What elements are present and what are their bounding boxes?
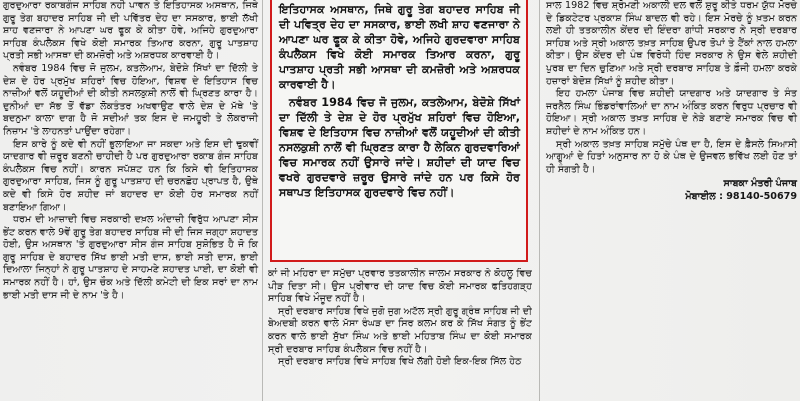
highlight-paragraph-1: ਇਤਿਹਾਸਕ ਅਸਥਾਨ, ਜਿਥੇ ਗੁਰੂ ਤੇਗ ਬਹਾਦਰ ਸਾਹਿਬ ਜੀ ਦੀ ਪਵਿਤ੍ਰ ਦੇਹ ਦਾ ਸਸਕਾਰ, ਭਾਈ ਲਖੀ ਸ਼ਾਹ ਵਣਜਾਰਾ ਨੇ ਆਪਣਾ ਘਰ ਫੂਕ ਕੇ ਕੀਤਾ ਹੋਵੇ, ਅਜਿਹੇ ਗੁਰਦਵਾਰਾ ਸਾਹਿਬ ਕੰਪਲੈਕਸ ਵਿਖੇ ਕੋਈ ਸਮਾਰਕ ਤਿਆਰ ਕਰਨਾ, ਗੁਰੂ ਪਾਤਸ਼ਾਹ ਪ੍ਰਤੀ ਸਭੀ ਆਸਥਾ ਦੀ ਕਮਜ਼ੋਰੀ ਅਤੇ ਅਸ਼ਰਧਕ ਕਾਰਵਾਈ ਹੈ। — [279, 3, 520, 92]
highlighted-excerpt-box — [270, 0, 528, 262]
left-column — [0, 0, 262, 401]
left-paragraph-2: ਨਵੰਬਰ 1984 ਵਿਚ ਜੋ ਜੁਲਮ, ਕਤਲੇਆਮ, ਬੇਦੋਸ਼ੇ ਸਿੱਖਾਂ ਦਾ ਦਿੱਲੀ ਤੇ ਦੇਸ਼ ਦੇ ਹੋਰ ਪ੍ਰਮੁੱਖ ਸ਼ਹਿਰਾਂ ਵਿਚ ਹੋਇਆ, ਵਿਸ਼ਵ ਦੇ ਇਤਿਹਾਸ ਵਿਚ ਨਾਜ਼ੀਆਂ ਵਲੋਂ ਯਹੂਦੀਆਂ ਦੀ ਕੀਤੀ ਨਸਲਕੁਸ਼ੀ ਨਾਲੋਂ ਵੀ ਘ੍ਰਿਣਤ ਕਾਰਾ ਹੈ। ਦੁਨੀਆਂ ਦਾ ਸੱਭ ਤੋਂ ਵੱਡਾ ਲੋਕਤੰਤਰ ਅਖਵਾਉਣ ਵਾਲੇ ਦੇਸ਼ ਦੇ ਮੱਥੇ 'ਤੇ ਬਦਨੁਮਾ ਕਾਲਾ ਦਾਗ ਹੈ ਜੋ ਸਦੀਆਂ ਤਕ ਇਸ ਦੇ ਜਮਹੂਰੀ ਤੇ ਲੋਕਰਾਜੀ ਨਿਜ਼ਾਮ 'ਤੇ ਲਾਹਨਤਾਂ ਪਾਉਂਦਾ ਰਹੇਗਾ। — [3, 62, 258, 137]
right-paragraph-1: ਸਾਲ 1982 ਵਿਚ ਸ਼੍ਰੋਮਣੀ ਅਕਾਲੀ ਦਲ ਵਲੋਂ ਸ਼ੁਰੂ ਕੀਤੇ ਧਰਮ ਯੁੱਧ ਮੋਰਚੇ ਦੇ ਡਿਕਟੇਟਰ ਪ੍ਰਕਾਸ਼ ਸਿੰਘ ਬਾਦਲ ਵੀ ਰਹੇ। ਇਸ ਮੋਰਚੇ ਨੂੰ ਖ਼ਤਮ ਕਰਨ ਲਈ ਹੀ ਤਤਕਾਲੀਨ ਕੇਂਦਰ ਦੀ ਇੰਦਰਾ ਗਾਂਧੀ ਸਰਕਾਰ ਨੇ ਸ੍ਰੀ ਦਰਬਾਰ ਸਾਹਿਬ ਅਤੇ ਸ੍ਰੀ ਅਕਾਲ ਤਖ਼ਤ ਸਾਹਿਬ ਉਪਰ ਤੋਪਾਂ ਤੇ ਟੈਂਕਾਂ ਨਾਲ ਹਮਲਾ ਕੀਤਾ। ਉਸ ਕੇਂਦਰ ਦੀ ਪੰਥ ਵਿਰੋਧੀ ਹਿੰਦ ਸਰਕਾਰ ਨੇ ਉਸ ਵੇਲੇ ਸ਼ਹੀਦੀ ਪੁਰਬ ਦਾ ਦਿਨ ਚੁਣਿਆ ਅਤੇ ਸ੍ਰੀ ਦਰਬਾਰ ਸਾਹਿਬ ਤੇ ਫ਼ੌਜੀ ਹਮਲਾ ਕਰਕੇ ਹਜ਼ਾਰਾਂ ਬੇਦੋਸ਼ ਸਿੱਖਾਂ ਨੂੰ ਸ਼ਹੀਦ ਕੀਤਾ। — [546, 0, 797, 87]
middle-paragraph-3: ਸ੍ਰੀ ਦਰਬਾਰ ਸਾਹਿਬ ਵਿਖੇ ਸਾਹਿਬ ਵਿਖੇ ਲੱਗੀ ਹੋਈ ਇਕ-ਇਕ ਸਿੱਲ ਹੇਠ — [278, 356, 522, 368]
right-column — [540, 0, 800, 401]
middle-column-text — [268, 268, 532, 401]
right-paragraph-3: ਸ੍ਰੀ ਅਕਾਲ ਤਖ਼ਤ ਸਾਹਿਬ ਸਮੁੱਚੇ ਪੰਥ ਦਾ ਹੈ, ਇਸ ਦੇ ਫ਼ੈਸਲੇ ਸਿਆਸੀ ਆਗੂਆਂ ਦੇ ਹਿਤਾਂ ਅਨੁਸਾਰ ਨਾ ਹੋ ਕੇ ਪੰਥ ਦੇ ਉਜਵਲ ਭਵਿੱਖ ਲਈ ਹੋਣ ਤਾਂ ਹੀ ਸੰਗਤੀ ਹੈ। — [546, 138, 797, 175]
left-paragraph-4: ਧਰਮ ਦੀ ਆਜ਼ਾਦੀ ਵਿਚ ਸਰਕਾਰੀ ਦਖ਼ਲ ਅੰਦਾਜ਼ੀ ਵਿਰੁੱਧ ਆਪਣਾ ਸੀਸ ਭੇਂਟ ਕਰਨ ਵਾਲੇ 9ਵੇਂ ਗੁਰੂ ਤੇਗ ਬਹਾਦਰ ਸਾਹਿਬ ਜੀ ਦੀ ਜਿਸ ਜਗ੍ਹਾ ਸ਼ਹਾਦਤ ਹੋਈ, ਉਸ ਅਸਥਾਨ 'ਤੇ ਗੁਰਦੁਆਰਾ ਸੀਸ ਗੰਜ ਸਾਹਿਬ ਸੁਸ਼ੋਭਿਤ ਹੈ ਜੋ ਕਿ ਗੁਰੂ ਸਾਹਿਬ ਦੇ ਬਹਾਦਰ ਸਿੱਖ ਭਾਈ ਮਤੀ ਦਾਸ, ਭਾਈ ਸਤੀ ਦਾਸ, ਭਾਈ ਦਿਆਲਾ ਜਿਨ੍ਹਾਂ ਨੇ ਗੁਰੂ ਪਾਤਸ਼ਾਹ ਦੇ ਸਾਹਮਣੇ ਸ਼ਹਾਦਤ ਪਾਈ, ਦਾ ਕੋਈ ਵੀ ਸਮਾਰਕ ਨਹੀਂ ਹੈ। ਹਾਂ, ਉਸ ਚੌਕ ਅਤੇ ਦਿੱਲੀ ਕਮੇਟੀ ਦੀ ਇਕ ਸਰਾਂ ਦਾ ਨਾਮ ਭਾਈ ਮਤੀ ਦਾਸ ਜੀ ਦੇ ਨਾਮ 'ਤੇ ਹੈ। — [3, 214, 258, 301]
right-paragraph-2: ਇਹ ਹਮਲਾ ਪੰਜਾਬ ਵਿਚ ਸ਼ਹੀਦੀ ਯਾਦਗਾਰ ਅਤੇ ਯਾਦਗਾਰ ਤੇ ਸੰਤ ਜਰਨੈਲ ਸਿੰਘ ਭਿੰਡਰਾਂਵਾਲਿਆਂ ਦਾ ਨਾਮ ਅੰਕਿਤ ਕਰਨ ਵਿਰੁਧ ਪ੍ਰਚਾਰ ਵੀ ਹੋਇਆ। ਸ੍ਰੀ ਅਕਾਲ ਤਖ਼ਤ ਸਾਹਿਬ ਦੇ ਨੇੜੇ ਬਣਾਏ ਸਮਾਰਕ ਵਿਚ ਵੀ ਸ਼ਹੀਦਾਂ ਦੇ ਨਾਮ ਅੰਕਿਤ ਹਨ। — [546, 88, 797, 137]
left-paragraph-3: ਇਸ ਕਾਰੇ ਨੂੰ ਕਦੇ ਵੀ ਨਹੀਂ ਭੁਲਾਇਆ ਜਾ ਸਕਦਾ ਅਤੇ ਇਸ ਦੀ ਢੁਕਵੀਂ ਯਾਦਗਾਰ ਵੀ ਜ਼ਰੂਰ ਬਣਨੀ ਚਾਹੀਦੀ ਹੈ ਪਰ ਗੁਰਦੁਆਰਾ ਰਕਾਬ ਗੰਜ ਸਾਹਿਬ ਕੰਪਲੈਕਸ ਵਿਚ ਨਹੀਂ। ਕਾਰਨ ਸਪੱਸ਼ਟ ਹਨ ਕਿ ਕਿਸੇ ਵੀ ਇਤਿਹਾਸਕ ਗੁਰਦੁਆਰਾ ਸਾਹਿਬ, ਜਿਸ ਨੂੰ ਗੁਰੂ ਪਾਤਸ਼ਾਹ ਦੀ ਚਰਨਛੋਹ ਪ੍ਰਾਪਤ ਹੈ, ਉਥੇ ਕਦੇ ਵੀ ਕਿਸੇ ਹੋਰ ਸ਼ਹੀਦ ਜਾਂ ਬਹਾਦਰ ਦਾ ਕੋਈ ਹੋਰ ਸਮਾਰਕ ਨਹੀਂ ਬਣਾਇਆ ਗਿਆ। — [3, 138, 258, 213]
left-paragraph-1: ਗੁਰਦੁਆਰਾ ਰਕਾਬਗੰਜ ਸਾਹਿਬ ਨਹੀ ਪਾਵਨ ਤੇ ਇਤਿਹਾਸਕ ਅਸਥਾਨ, ਜਿਥੇ ਗੁਰੂ ਤੇਗ ਬਹਾਦਰ ਸਾਹਿਬ ਜੀ ਦੀ ਪਵਿੱਤਰ ਦੇਹ ਦਾ ਸਸਕਾਰ, ਭਾਈ ਲੱਖੀ ਸ਼ਾਹ ਵਣਜਾਰਾ ਨੇ ਆਪਣਾ ਘਰ ਫੂਕ ਕੇ ਕੀਤਾ ਹੋਵੇ, ਅਜਿਹੇ ਗੁਰਦੁਆਰਾ ਸਾਹਿਬ ਕੰਪਲੈਕਸ ਵਿਖੇ ਕੋਈ ਸਮਾਰਕ ਤਿਆਰ ਕਰਨਾ, ਗੁਰੂ ਪਾਤਸ਼ਾਹ ਪ੍ਰਤੀ ਸਭੀ ਆਸਥਾ ਦੀ ਕਮਜ਼ੋਰੀ ਅਤੇ ਅਸ਼ਰਧਕ ਕਾਰਵਾਈ ਹੈ। — [3, 0, 258, 62]
highlight-paragraph-2: ਨਵੰਬਰ 1984 ਵਿਚ ਜੋ ਜੁਲਮ, ਕਤਲੇਆਮ, ਬੇਦੋਸ਼ੇ ਸਿੱਖਾਂ ਦਾ ਦਿੱਲੀ ਤੇ ਦੇਸ਼ ਦੇ ਹੋਰ ਪ੍ਰਮੁੱਖ ਸ਼ਹਿਰਾਂ ਵਿਚ ਹੋਇਆ, ਵਿਸ਼ਵ ਦੇ ਇਤਿਹਾਸ ਵਿਚ ਨਾਜ਼ੀਆਂ ਵਲੋਂ ਯਹੂਦੀਆਂ ਦੀ ਕੀਤੀ ਨਸਲਕੁਸ਼ੀ ਨਾਲੋਂ ਵੀ ਘ੍ਰਿਣਤ ਕਾਰਾ ਹੈ ਲੇਕਿਨ ਗੁਰਦਵਾਰਿਆਂ ਵਿਚ ਸਮਾਰਕ ਨਹੀਂ ਉਸਾਰੇ ਜਾਂਦੇ। ਸ਼ਹੀਦਾਂ ਦੀ ਯਾਦ ਵਿਚ ਵਖਰੇ ਗੁਰਦਵਾਰੇ ਜ਼ਰੂਰ ਉਸਾਰੇ ਜਾਂਦੇ ਹਨ ਪਰ ਕਿਸੇ ਹੋਰ ਸਥਾਪਤ ਇਤਿਹਾਸਕ ਗੁਰਦਵਾਰੇ ਵਿਚ ਨਹੀਂ। — [279, 95, 520, 200]
column-divider-left — [262, 0, 263, 401]
middle-paragraph-1: ਕਾਂ ਜੀ ਮਹਿਰਾ ਦਾ ਸਮੁੱਚਾ ਪ੍ਰਵਾਰ ਤਤਕਾਲੀਨ ਜਾਲਮ ਸਰਕਾਰ ਨੇ ਕੋਹਲੂ ਵਿਚ ਪੀੜ ਦਿਤਾ ਸੀ। ਉਸ ਪ੍ਰੀਵਾਰ ਦੀ ਯਾਦ ਵਿਚ ਕੋਈ ਸਮਾਰਕ ਫਤਿਹਗੜ੍ਹ ਸਾਹਿਬ ਵਿਖੇ ਮੌਜੂਦ ਨਹੀਂ ਹੈ। — [268, 268, 532, 305]
author-contact: ਮੋਬਾਈਲ : 98140-50679 — [685, 190, 797, 202]
middle-paragraph-2: ਸ੍ਰੀ ਦਰਬਾਰ ਸਾਹਿਬ ਵਿਖੇ ਜੁਗੋ ਜੁਗ ਅਟੱਲ ਸ੍ਰੀ ਗੁਰੂ ਗ੍ਰੰਥ ਸਾਹਿਬ ਜੀ ਦੀ ਬੇਅਦਬੀ ਕਰਨ ਵਾਲੇ ਮੱਸਾ ਰੰਘੜ ਦਾ ਸਿਰ ਕਲਮ ਕਰ ਕੇ ਸਿੱਖ ਸੰਗਤ ਨੂੰ ਭੇਂਟ ਕਰਨ ਵਾਲੇ ਭਾਈ ਸੁੱਖਾ ਸਿੰਘ ਅਤੇ ਭਾਈ ਮਹਿਤਾਬ ਸਿੰਘ ਦਾ ਕੋਈ ਸਮਾਰਕ ਸ੍ਰੀ ਦਰਬਾਰ ਸਾਹਿਬ ਕੰਪਲੈਕਸ ਵਿਚ ਨਹੀਂ ਹੈ। — [268, 305, 532, 355]
author-designation: ਸਾਬਕਾ ਮੰਤਰੀ ਪੰਜਾਬ — [723, 178, 797, 190]
